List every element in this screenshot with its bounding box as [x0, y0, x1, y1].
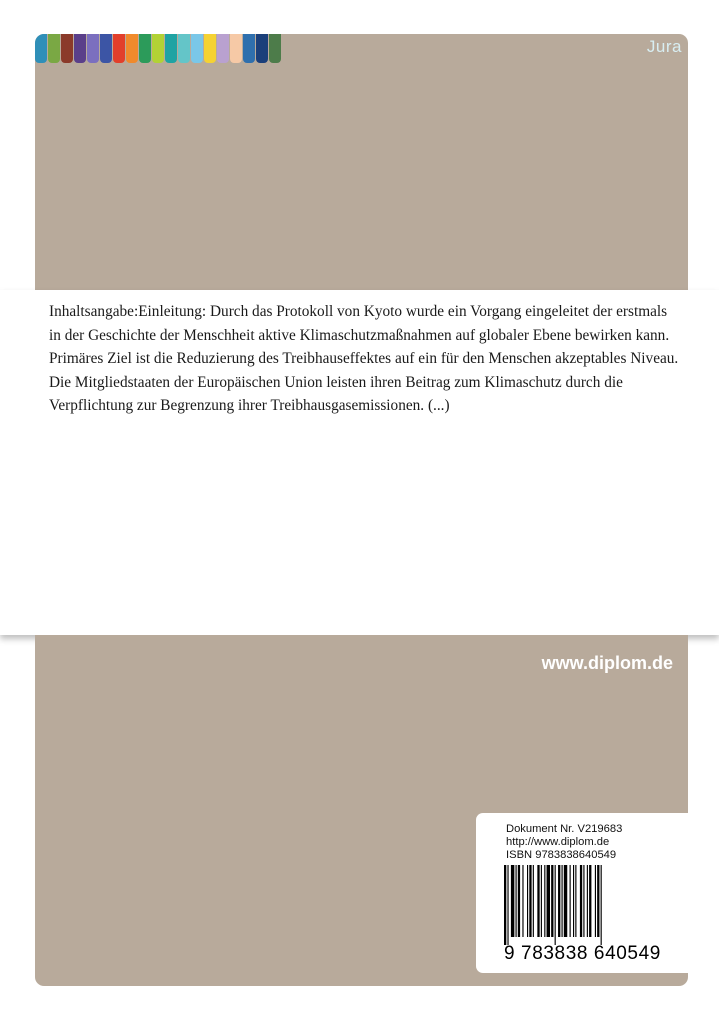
color-stripe [113, 34, 125, 63]
color-stripe [230, 34, 242, 63]
barcode-bar [504, 865, 506, 945]
barcode-bar [601, 865, 602, 945]
barcode-bar [507, 865, 508, 945]
category-label: Jura [646, 37, 682, 56]
barcode-bar [533, 865, 534, 937]
cover-top [35, 34, 688, 290]
barcode-bar [541, 865, 542, 937]
barcode-bar [547, 865, 550, 937]
barcode-bar [570, 865, 571, 937]
barcode-bar [580, 865, 582, 937]
barcode-bar [511, 865, 514, 937]
color-stripe [256, 34, 268, 63]
color-stripe [139, 34, 151, 63]
barcode-bar [551, 865, 553, 937]
barcode-bar [527, 865, 528, 937]
barcode-bar [516, 865, 517, 937]
document-url[interactable]: http://www.diplom.de [506, 836, 610, 848]
barcode-bar [595, 865, 596, 937]
barcode-bar [562, 865, 563, 937]
color-stripe [61, 34, 73, 63]
barcode-bar [529, 865, 531, 937]
barcode-bar [558, 865, 560, 937]
barcode-bar [587, 865, 588, 937]
color-stripe [191, 34, 203, 63]
barcode-bar [564, 865, 567, 937]
color-stripe [100, 34, 112, 63]
color-stripe [217, 34, 229, 63]
color-stripes [35, 34, 282, 63]
color-stripe [48, 34, 60, 63]
barcode-bar [589, 865, 591, 937]
color-stripe [152, 34, 164, 63]
barcode-bar [555, 865, 556, 945]
color-stripe [126, 34, 138, 63]
color-stripe [87, 34, 99, 63]
website-link[interactable]: www.diplom.de [541, 653, 673, 673]
isbn-number: ISBN 9783838640549 [506, 849, 617, 861]
barcode-bar [544, 865, 545, 937]
barcode-bar [597, 865, 599, 937]
color-stripe [178, 34, 190, 63]
document-number: Dokument Nr. V219683 [506, 823, 623, 835]
barcode-bar [573, 865, 574, 937]
color-stripe [204, 34, 216, 63]
barcode-bar [575, 865, 576, 937]
barcode-bar [522, 865, 523, 937]
barcode-bar [518, 865, 520, 937]
abstract-text: Inhaltsangabe:Einleitung: Durch das Protokoll von Kyoto wurde ein Vorgang eingeleitet der erstmals in der Geschichte der Menschheit aktive Klimaschutzmaßnahmen auf globaler Ebene bewirken kann. Primäres Ziel ist die Reduzierung des Treibhauseffektes auf ein für den Menschen akzeptables Niveau. Die Mitgliedstaaten der Europäischen Union leisten ihren Beitrag zum Klimaschutz durch die Verpflichtung zur Begrenzung ihrer Treibhausgasemissionen. (...) [49, 303, 679, 414]
color-stripe [269, 34, 281, 63]
barcode-info [506, 823, 622, 862]
color-stripe [243, 34, 255, 63]
barcode-bar [537, 865, 539, 937]
color-stripe [74, 34, 86, 63]
barcode-box [476, 813, 688, 973]
color-stripe [35, 34, 47, 63]
barcode-bar [583, 865, 584, 937]
color-stripe [165, 34, 177, 63]
barcode-image [504, 865, 670, 945]
barcode-digits: 9 783838 640549 [504, 943, 661, 964]
